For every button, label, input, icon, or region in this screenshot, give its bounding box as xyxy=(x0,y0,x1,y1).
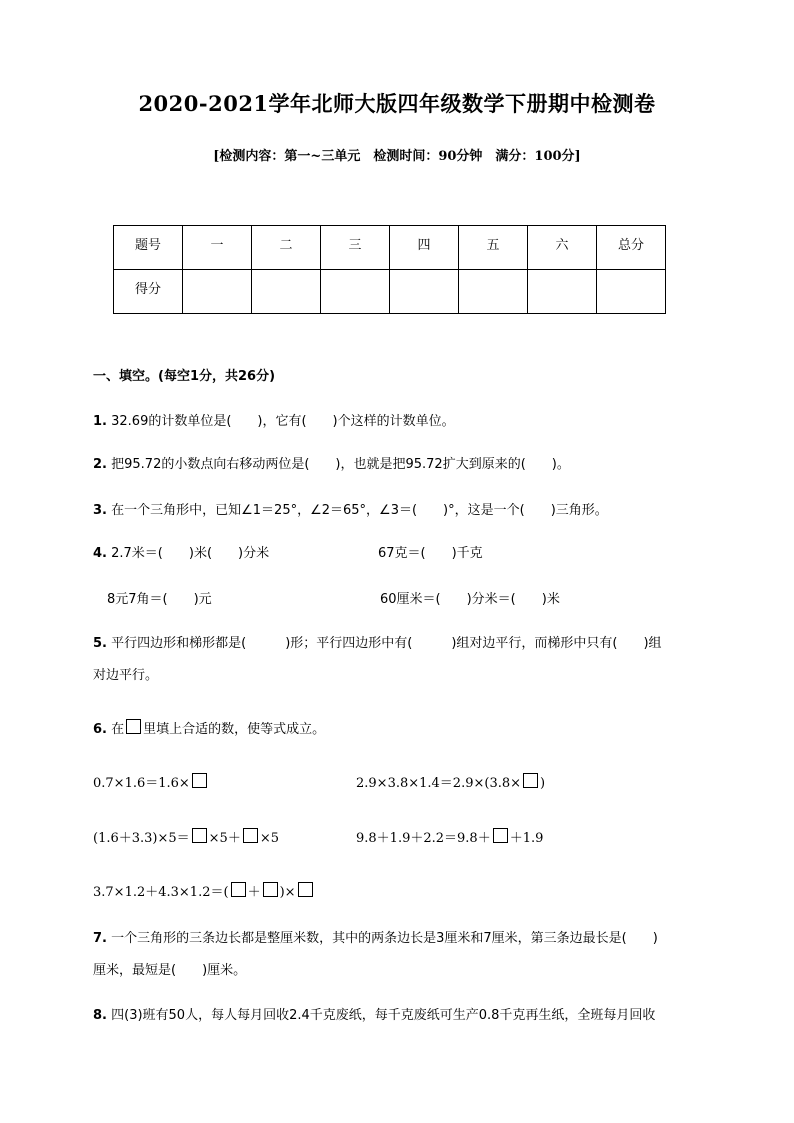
exam-info: [检测内容：第一~三单元 检测时间：90分钟 满分：100分] xyxy=(213,149,581,164)
question-number: 4. xyxy=(93,546,107,561)
table-cell: 四 xyxy=(390,226,459,270)
table-row xyxy=(114,226,666,270)
table-cell: 得分 xyxy=(114,270,183,314)
answer-box-icon xyxy=(126,719,141,734)
question-text: 在一个三角形中，已知∠1＝25°，∠2＝65°，∠3＝( )°，这是一个( )三角形。 xyxy=(111,503,608,518)
question-text: 32.69的计数单位是( )，它有( )个这样的计数单位。 xyxy=(111,414,455,429)
equation-text: 9.8＋1.9＋2.2＝9.8＋ xyxy=(356,831,491,846)
answer-box[interactable] xyxy=(243,828,258,843)
question-3 xyxy=(93,502,608,520)
question-text: 里填上合适的数，使等式成立。 xyxy=(143,722,326,737)
equation-5 xyxy=(93,882,315,902)
table-cell: 总分 xyxy=(597,226,666,270)
question-text: 四(3)班有50人，每人每月回收2.4千克废纸，每千克废纸可生产0.8千克再生纸，全班每月回收 xyxy=(111,1008,656,1023)
question-4-part-c: 8元7角＝( )元 xyxy=(107,592,212,607)
answer-box[interactable] xyxy=(192,828,207,843)
equation-text: ＋1.9 xyxy=(509,831,544,846)
equation-text: ×5 xyxy=(259,831,279,846)
answer-box[interactable] xyxy=(523,773,538,788)
score-cell[interactable] xyxy=(252,270,321,314)
table-cell: 五 xyxy=(459,226,528,270)
question-text: 在 xyxy=(111,722,125,737)
equation-text: ) xyxy=(540,776,546,791)
equation-2 xyxy=(356,773,545,793)
table-cell: 一 xyxy=(183,226,252,270)
score-cell[interactable] xyxy=(597,270,666,314)
question-6 xyxy=(93,719,325,739)
question-text: 把95.72的小数点向右移动两位是( )，也就是把95.72扩大到原来的( )。 xyxy=(111,457,570,472)
question-8 xyxy=(93,1007,655,1025)
question-2 xyxy=(93,456,570,474)
equation-text: 3.7×1.2＋4.3×1.2＝( xyxy=(93,885,229,900)
equation-text: ＋ xyxy=(247,885,261,900)
table-cell: 三 xyxy=(321,226,390,270)
question-7 xyxy=(93,930,658,948)
question-number: 7. xyxy=(93,931,107,946)
question-4-part-b: 67克＝( )千克 xyxy=(378,546,483,561)
question-number: 3. xyxy=(93,503,107,518)
score-cell[interactable] xyxy=(321,270,390,314)
score-cell[interactable] xyxy=(390,270,459,314)
equation-4 xyxy=(356,828,543,848)
score-table xyxy=(113,225,666,314)
section-heading: 一、填空。(每空1分，共26分) xyxy=(93,369,276,384)
equation-text: ×5＋ xyxy=(208,831,241,846)
score-cell[interactable] xyxy=(183,270,252,314)
equation-text: 2.9×3.8×1.4＝2.9×(3.8× xyxy=(356,776,522,791)
question-number: 2. xyxy=(93,457,107,472)
question-text: 一个三角形的三条边长都是整厘米数，其中的两条边长是3厘米和7厘米，第三条边最长是( ) xyxy=(111,931,658,946)
question-text: 平行四边形和梯形都是( )形；平行四边形中有( )组对边平行，而梯形中只有( )组 xyxy=(111,636,662,651)
question-5 xyxy=(93,635,662,653)
question-number: 8. xyxy=(93,1008,107,1023)
question-number: 1. xyxy=(93,414,107,429)
question-5-line2: 对边平行。 xyxy=(93,668,159,683)
question-number: 6. xyxy=(93,722,107,737)
answer-box[interactable] xyxy=(231,882,246,897)
question-4-part-d: 60厘米＝( )分米＝( )米 xyxy=(380,592,560,607)
answer-box[interactable] xyxy=(493,828,508,843)
page-title: 2020-2021学年北师大版四年级数学下册期中检测卷 xyxy=(138,91,656,116)
score-cell[interactable] xyxy=(528,270,597,314)
table-cell: 题号 xyxy=(114,226,183,270)
question-number: 5. xyxy=(93,636,107,651)
answer-box[interactable] xyxy=(298,882,313,897)
table-cell: 二 xyxy=(252,226,321,270)
answer-box[interactable] xyxy=(263,882,278,897)
equation-text: (1.6＋3.3)×5＝ xyxy=(93,831,190,846)
question-7-line2: 厘米，最短是( )厘米。 xyxy=(93,963,247,978)
equation-3 xyxy=(93,828,279,848)
equation-1 xyxy=(93,773,209,793)
question-4-row1 xyxy=(93,545,269,563)
question-text: 2.7米＝( )米( )分米 xyxy=(111,546,270,561)
answer-box[interactable] xyxy=(192,773,207,788)
table-row xyxy=(114,270,666,314)
question-1 xyxy=(93,413,455,431)
table-cell: 六 xyxy=(528,226,597,270)
score-cell[interactable] xyxy=(459,270,528,314)
equation-text: )× xyxy=(279,885,296,900)
equation-text: 0.7×1.6＝1.6× xyxy=(93,776,190,791)
